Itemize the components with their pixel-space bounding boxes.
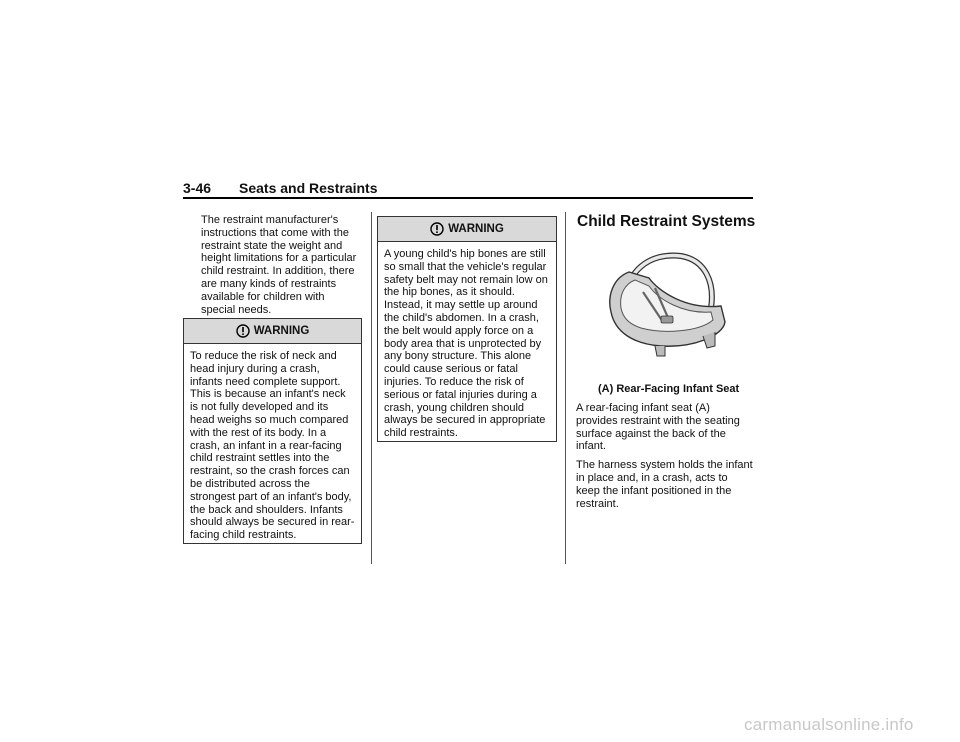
section-heading: Child Restraint Systems xyxy=(577,213,756,230)
warning-label: WARNING xyxy=(448,223,504,235)
page-number: 3-46 xyxy=(183,180,212,196)
warning-icon xyxy=(236,324,250,338)
warning-icon xyxy=(430,222,444,236)
figure-caption: (A) Rear-Facing Infant Seat xyxy=(598,383,740,395)
infant-seat-illustration xyxy=(603,248,733,360)
warning-text: To reduce the risk of neck and head injury during a crash, infants need complete support. This is because an infant's neck is not fully developed and its head weighs so much compared with the rest of its body. In a crash, an infant in a rear-facing child restraint settles into the restraint, so the crash forces can be distributed across the strongest part of an infant's body, the back and shoulders. Infants should always be secured in rear-facing child restraints. xyxy=(190,350,355,542)
body-text xyxy=(576,402,754,516)
page-header xyxy=(183,180,753,196)
column-divider-1 xyxy=(371,212,372,564)
header-rule xyxy=(183,197,753,199)
paragraph: A rear-facing infant seat (A) provides restraint with the seating surface against the back of the infant. xyxy=(576,402,740,453)
warning-text: A young child's hip bones are still so small that the vehicle's regular safety belt may not remain low on the hip bones, as it should. Instead, it may settle up around the child's abdomen. In a crash, the belt would apply force on a body area that is unprotected by any bony structure. This alone could cause serious or fatal injuries. To reduce the risk of serious or fatal injuries during a crash, young children should always be secured in appropriate child restraints. xyxy=(384,248,548,440)
paragraph: The harness system holds the infant in place and, in a crash, acts to keep the infant positioned in the restraint. xyxy=(576,459,753,510)
warning-header xyxy=(378,217,556,242)
warning-box-neck xyxy=(183,318,362,544)
intro-paragraph: The restraint manufacturer's instructions that come with the restraint state the weight and height limitations for a particular child restraint. In addition, there are many kinds of restraints available for children with special needs. xyxy=(201,214,357,316)
warning-label: WARNING xyxy=(253,325,310,337)
warning-box-hip xyxy=(377,216,557,442)
column-divider-2 xyxy=(565,212,566,564)
warning-header xyxy=(184,319,361,344)
watermark: carmanualsonline.info xyxy=(744,715,914,734)
section-title: Seats and Restraints xyxy=(239,180,378,196)
